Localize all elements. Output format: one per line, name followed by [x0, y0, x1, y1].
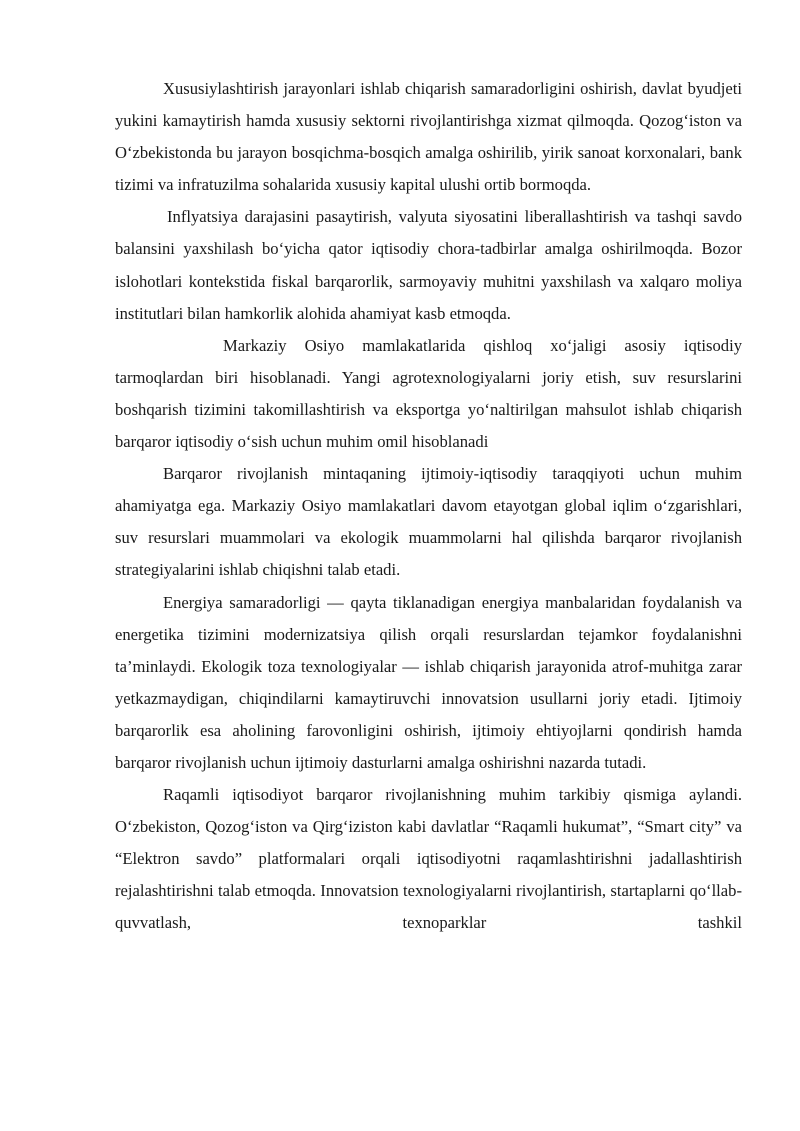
document-body: [115, 73, 742, 940]
paragraph-privatization: Xususiylashtirish jarayonlari ishlab chiqarish samaradorligini oshirish, davlat byudjeti yukini kamaytirish hamda xususiy sektorni rivojlantirishga xizmat qilmoqda. Qozog‘iston va O‘zbekistonda bu jarayon bosqichma-bosqich amalga oshirilib, yirik sanoat korxonalari, bank tizimi va infratuzilma sohalarida xususiy kapital ulushi ortib bormoqda.: [115, 79, 742, 195]
paragraph-sustainable-development: Barqaror rivojlanish mintaqaning ijtimoiy-iqtisodiy taraqqiyoti uchun muhim ahamiyatga ega. Markaziy Osiyo mamlakatlari davom etayotgan global iqlim o‘zgarishlari, suv resurslari muammolari va ekologik muammolarni hal qilishda barqaror rivojlanish strategiyalarini ishlab chiqishni talab etadi.: [115, 464, 742, 580]
paragraph-inflation: Inflyatsiya darajasini pasaytirish, valyuta siyosatini liberallashtirish va tashqi savdo balansini yaxshilash bo‘yicha qator iqtisodiy chora-tadbirlar amalga oshirilmoqda. Bozor islohotlari kontekstida fiskal barqarorlik, sarmoyaviy muhitni yaxshilash va xalqaro moliya institutlari bilan hamkorlik alohida ahamiyat kasb etmoqda.: [115, 207, 742, 323]
paragraph-energy-efficiency: Energiya samaradorligi — qayta tiklanadigan energiya manbalaridan foydalanish va energetika tizimini modernizatsiya qilish orqali resurslardan tejamkor foydalanishni ta’minlaydi. Ekologik toza texnologiyalar — ishlab chiqarish jarayonida atrof-muhitga zarar yetkazmaydigan, chiqindilarni kamaytiruvchi innovatsion usullarni joriy etadi. Ijtimoiy barqarorlik esa aholining farovonligini oshirish, ijtimoiy ehtiyojlarni qondirish hamda barqaror rivojlanish uchun ijtimoiy dasturlarni amalga oshirishni nazarda tutadi.: [115, 592, 742, 772]
paragraph-agriculture: Markaziy Osiyo mamlakatlarida qishloq xo‘jaligi asosiy iqtisodiy tarmoqlardan biri hisoblanadi. Yangi agrotexnologiyalarni joriy etish, suv resurslarini boshqarish tizimini takomillashtirish va eksportga yo‘naltirilgan mahsulot ishlab chiqarish barqaror iqtisodiy o‘sish uchun muhim omil hisoblanadi: [115, 335, 742, 452]
paragraph-digital-economy: Raqamli iqtisodiyot barqaror rivojlanishning muhim tarkibiy qismiga aylandi. O‘zbekiston, Qozog‘iston va Qirg‘iziston kabi davlatlar “Raqamli hukumat”, “Smart city” va “Elektron savdo” platformalari orqali iqtisodiyotni raqamlashtirishni jadallashtirish rejalashtirishni talab etmoqda. Innovatsion texnologiyalarni rivojlantirish, startaplarni qo‘llab-quvvatlash, texnoparklar tashkil: [115, 785, 742, 933]
